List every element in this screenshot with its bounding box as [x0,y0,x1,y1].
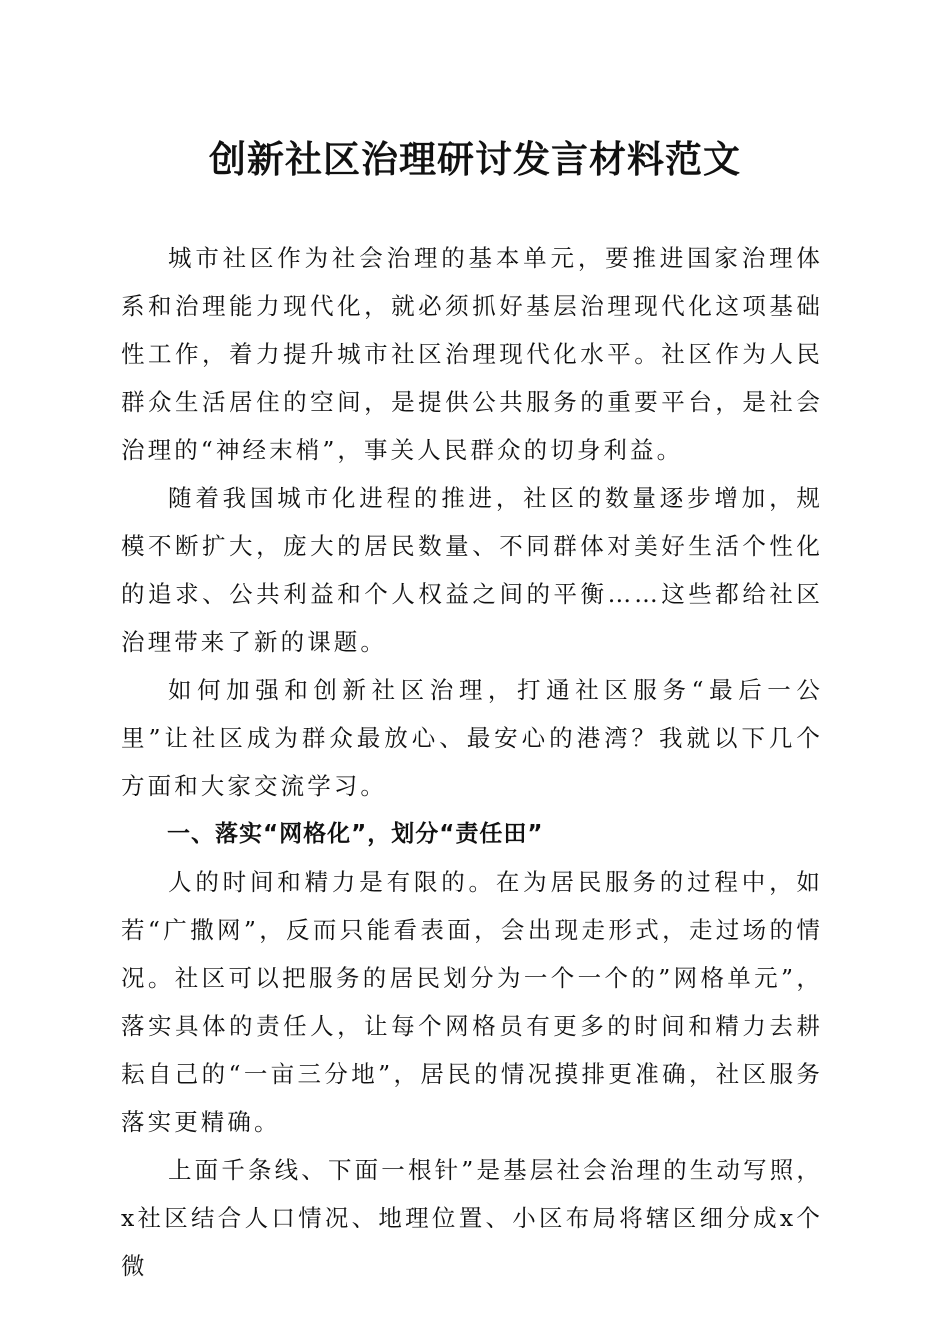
paragraph-question: 如何加强和创新社区治理，打通社区服务“最后一公里”让社区成为群众最放心、最安心的港湾？我就以下几个方面和大家交流学习。 [121,676,823,800]
paragraph-urbanization: 随着我国城市化进程的推进，社区的数量逐步增加，规模不断扩大，庞大的居民数量、不同群体对美好生活个性化的追求、公共利益和个人权益之间的平衡……这些都给社区治理带来了新的课题。 [121,484,823,656]
paragraph-intro: 城市社区作为社会治理的基本单元，要推进国家治理体系和治理能力现代化，就必须抓好基层治理现代化这项基础性工作，着力提升城市社区治理现代化水平。社区作为人民群众生活居住的空间，是提供公共服务的重要平台，是社会治理的“神经末梢”，事关人民群众的切身利益。 [121,244,823,464]
paragraph-grid-example: 上面千条线、下面一根针”是基层社会治理的生动写照，x社区结合人口情况、地理位置、小区布局将辖区细分成x个微 [121,1156,823,1280]
paragraph-grid-units: 人的时间和精力是有限的。在为居民服务的过程中，如若“广撒网”，反而只能看表面，会出现走形式，走过场的情况。社区可以把服务的居民划分为一个一个的”网格单元”，落实具体的责任人，让每个网格员有更多的时间和精力去耕耘自己的“一亩三分地”，居民的情况摸排更准确，社区服务落实更精确。 [121,868,823,1136]
section-heading-1: 一、落实“网格化”，划分“责任田” [167,821,544,847]
document-title: 创新社区治理研讨发言材料范文 [209,137,741,181]
document-body [121,234,823,1290]
